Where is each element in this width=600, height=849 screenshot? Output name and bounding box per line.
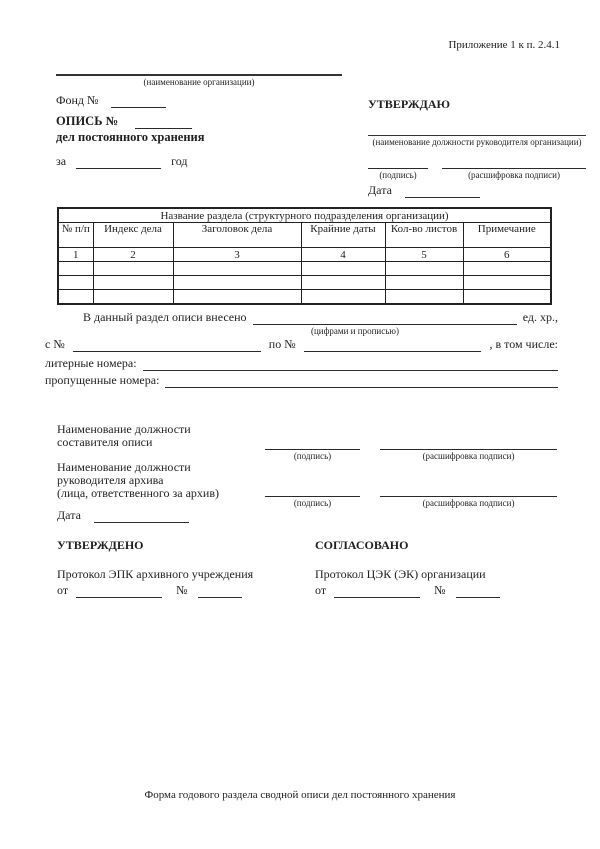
numerals-caption: (цифрами и прописью) [310, 326, 400, 336]
table-section-header: Название раздела (структурного подразделения организации) [58, 208, 551, 223]
approved-title: УТВЕРЖДЕНО [57, 538, 144, 552]
entered-label: В данный раздел описи внесено [83, 310, 247, 324]
opis-title-row [56, 114, 205, 129]
approved-from-label: от [57, 583, 69, 597]
table-cell-empty [301, 262, 385, 276]
fund-number-blank [111, 95, 166, 108]
archive-head-signature-set [265, 483, 557, 508]
approved-from-row [57, 583, 307, 598]
col-header-npp: № п/п [58, 223, 93, 248]
missing-numbers-blank [165, 375, 558, 388]
archive-head-transcript-caption: (расшифровка подписи) [422, 498, 515, 508]
agreed-title: СОГЛАСОВАНО [315, 538, 409, 552]
compiler-signature-blank [265, 436, 360, 450]
table-cell-empty [463, 276, 551, 290]
fund-row [56, 93, 342, 108]
agreed-number-label: № [434, 583, 446, 597]
agreed-from-label: от [315, 583, 327, 597]
archive-head-line2: руководителя архива [57, 473, 164, 487]
table-cell-empty [93, 276, 173, 290]
approve-block [368, 97, 586, 198]
approve-signature-blank [368, 156, 428, 169]
compiler-transcript-blank [380, 436, 557, 450]
signature-date-label: Дата [57, 508, 81, 522]
compiler-position-line1: Наименование должности [57, 422, 191, 436]
table-cell-empty [385, 290, 463, 305]
approve-signature-caption: (подпись) [379, 170, 417, 180]
table-cell-empty [58, 276, 93, 290]
table-cell-empty [173, 262, 301, 276]
opis-subtitle: дел постоянного хранения [56, 130, 205, 144]
units-label: ед. хр., [522, 310, 558, 324]
from-number-blank [73, 339, 261, 352]
agreed-date-blank [334, 585, 420, 598]
table-cell-empty [173, 290, 301, 305]
col-header-title: Заголовок дела [173, 223, 301, 248]
approved-block [57, 538, 307, 598]
agreed-number-blank [456, 585, 500, 598]
organization-name-blank [56, 60, 342, 76]
table-header-row [58, 223, 551, 248]
col-num: 3 [173, 248, 301, 262]
archive-head-signature-caption: (подпись) [293, 498, 332, 508]
compiler-signature-col [265, 436, 360, 461]
range-row [45, 337, 558, 352]
compiler-position-line2: составителя описи [57, 435, 153, 449]
year-label: год [171, 154, 188, 168]
compiler-position-label [57, 423, 191, 449]
col-header-dates: Крайние даты [301, 223, 385, 248]
compiler-transcript-caption: (расшифровка подписи) [422, 451, 515, 461]
table-row [58, 290, 551, 305]
approve-title: УТВЕРЖДАЮ [368, 97, 451, 111]
signature-date-row [57, 508, 189, 523]
table-cell-empty [93, 262, 173, 276]
table-cell-empty [385, 276, 463, 290]
table-cell-empty [173, 276, 301, 290]
for-label: за [56, 154, 67, 168]
year-blank [76, 156, 161, 169]
col-num: 1 [58, 248, 93, 262]
archive-head-line3: (лица, ответственного за архив) [57, 486, 219, 500]
approved-number-blank [198, 585, 242, 598]
agreed-block [315, 538, 565, 598]
opis-title: ОПИСЬ № [56, 114, 119, 128]
opis-title-block [56, 114, 205, 169]
annex-note: Приложение 1 к п. 2.4.1 [448, 39, 560, 51]
archive-head-transcript-col [380, 483, 557, 508]
table-cell-empty [301, 290, 385, 305]
cases-table [57, 207, 552, 305]
col-num: 4 [301, 248, 385, 262]
to-label: по № [268, 337, 296, 351]
approve-date-label: Дата [368, 183, 392, 197]
missing-numbers-row [45, 373, 558, 388]
missing-numbers-label: пропущенные номера: [45, 373, 160, 387]
signature-date-blank [94, 510, 189, 523]
year-row [56, 154, 205, 169]
col-header-index: Индекс дела [93, 223, 173, 248]
table-cell-empty [385, 262, 463, 276]
table-cell-empty [58, 290, 93, 305]
liter-numbers-row [45, 356, 558, 371]
approve-transcript-caption: (расшифровка подписи) [468, 170, 560, 180]
footer-caption: Форма годового раздела сводной описи дел постоянного хранения [144, 789, 456, 801]
fund-label: Фонд № [56, 93, 99, 107]
approved-number-label: № [176, 583, 188, 597]
col-header-note: Примечание [463, 223, 551, 248]
approve-date-blank [405, 185, 480, 198]
approved-date-blank [76, 585, 162, 598]
table-cell-empty [93, 290, 173, 305]
approve-signature-row [368, 156, 586, 180]
entered-count-blank [253, 312, 517, 325]
table-cell-empty [301, 276, 385, 290]
from-label: с № [45, 337, 65, 351]
table-cell-empty [463, 290, 551, 305]
archive-head-line1: Наименование должности [57, 460, 191, 474]
agreed-document: Протокол ЦЭК (ЭК) организации [315, 567, 486, 581]
archive-head-transcript-blank [380, 483, 557, 497]
organization-block [56, 60, 342, 108]
organization-caption: (наименование организации) [143, 77, 255, 87]
liter-numbers-label: литерные номера: [45, 356, 137, 370]
compiler-signature-caption: (подпись) [293, 451, 332, 461]
col-header-sheets: Кол-во листов [385, 223, 463, 248]
compiler-transcript-col [380, 436, 557, 461]
col-num: 6 [463, 248, 551, 262]
approve-transcript-blank [442, 156, 586, 169]
approve-date-row [368, 183, 586, 198]
table-row [58, 276, 551, 290]
approve-signature-col [368, 156, 428, 180]
to-number-blank [304, 339, 482, 352]
entered-row [45, 310, 558, 325]
compiler-signature-set [265, 436, 557, 461]
archive-head-position-label [57, 461, 219, 500]
head-position-caption: (наименование должности руководителя организации) [372, 137, 582, 147]
table-number-row [58, 248, 551, 262]
archive-head-signature-col [265, 483, 360, 508]
approve-transcript-col [442, 156, 586, 180]
table-cell-empty [58, 262, 93, 276]
agreed-from-row [315, 583, 565, 598]
liter-numbers-blank [143, 358, 558, 371]
including-label: , в том числе: [489, 337, 558, 351]
table-cell-empty [463, 262, 551, 276]
opis-number-blank [135, 116, 192, 129]
archive-head-signature-blank [265, 483, 360, 497]
col-num: 2 [93, 248, 173, 262]
col-num: 5 [385, 248, 463, 262]
approved-document: Протокол ЭПК архивного учреждения [57, 567, 254, 581]
table-row [58, 262, 551, 276]
